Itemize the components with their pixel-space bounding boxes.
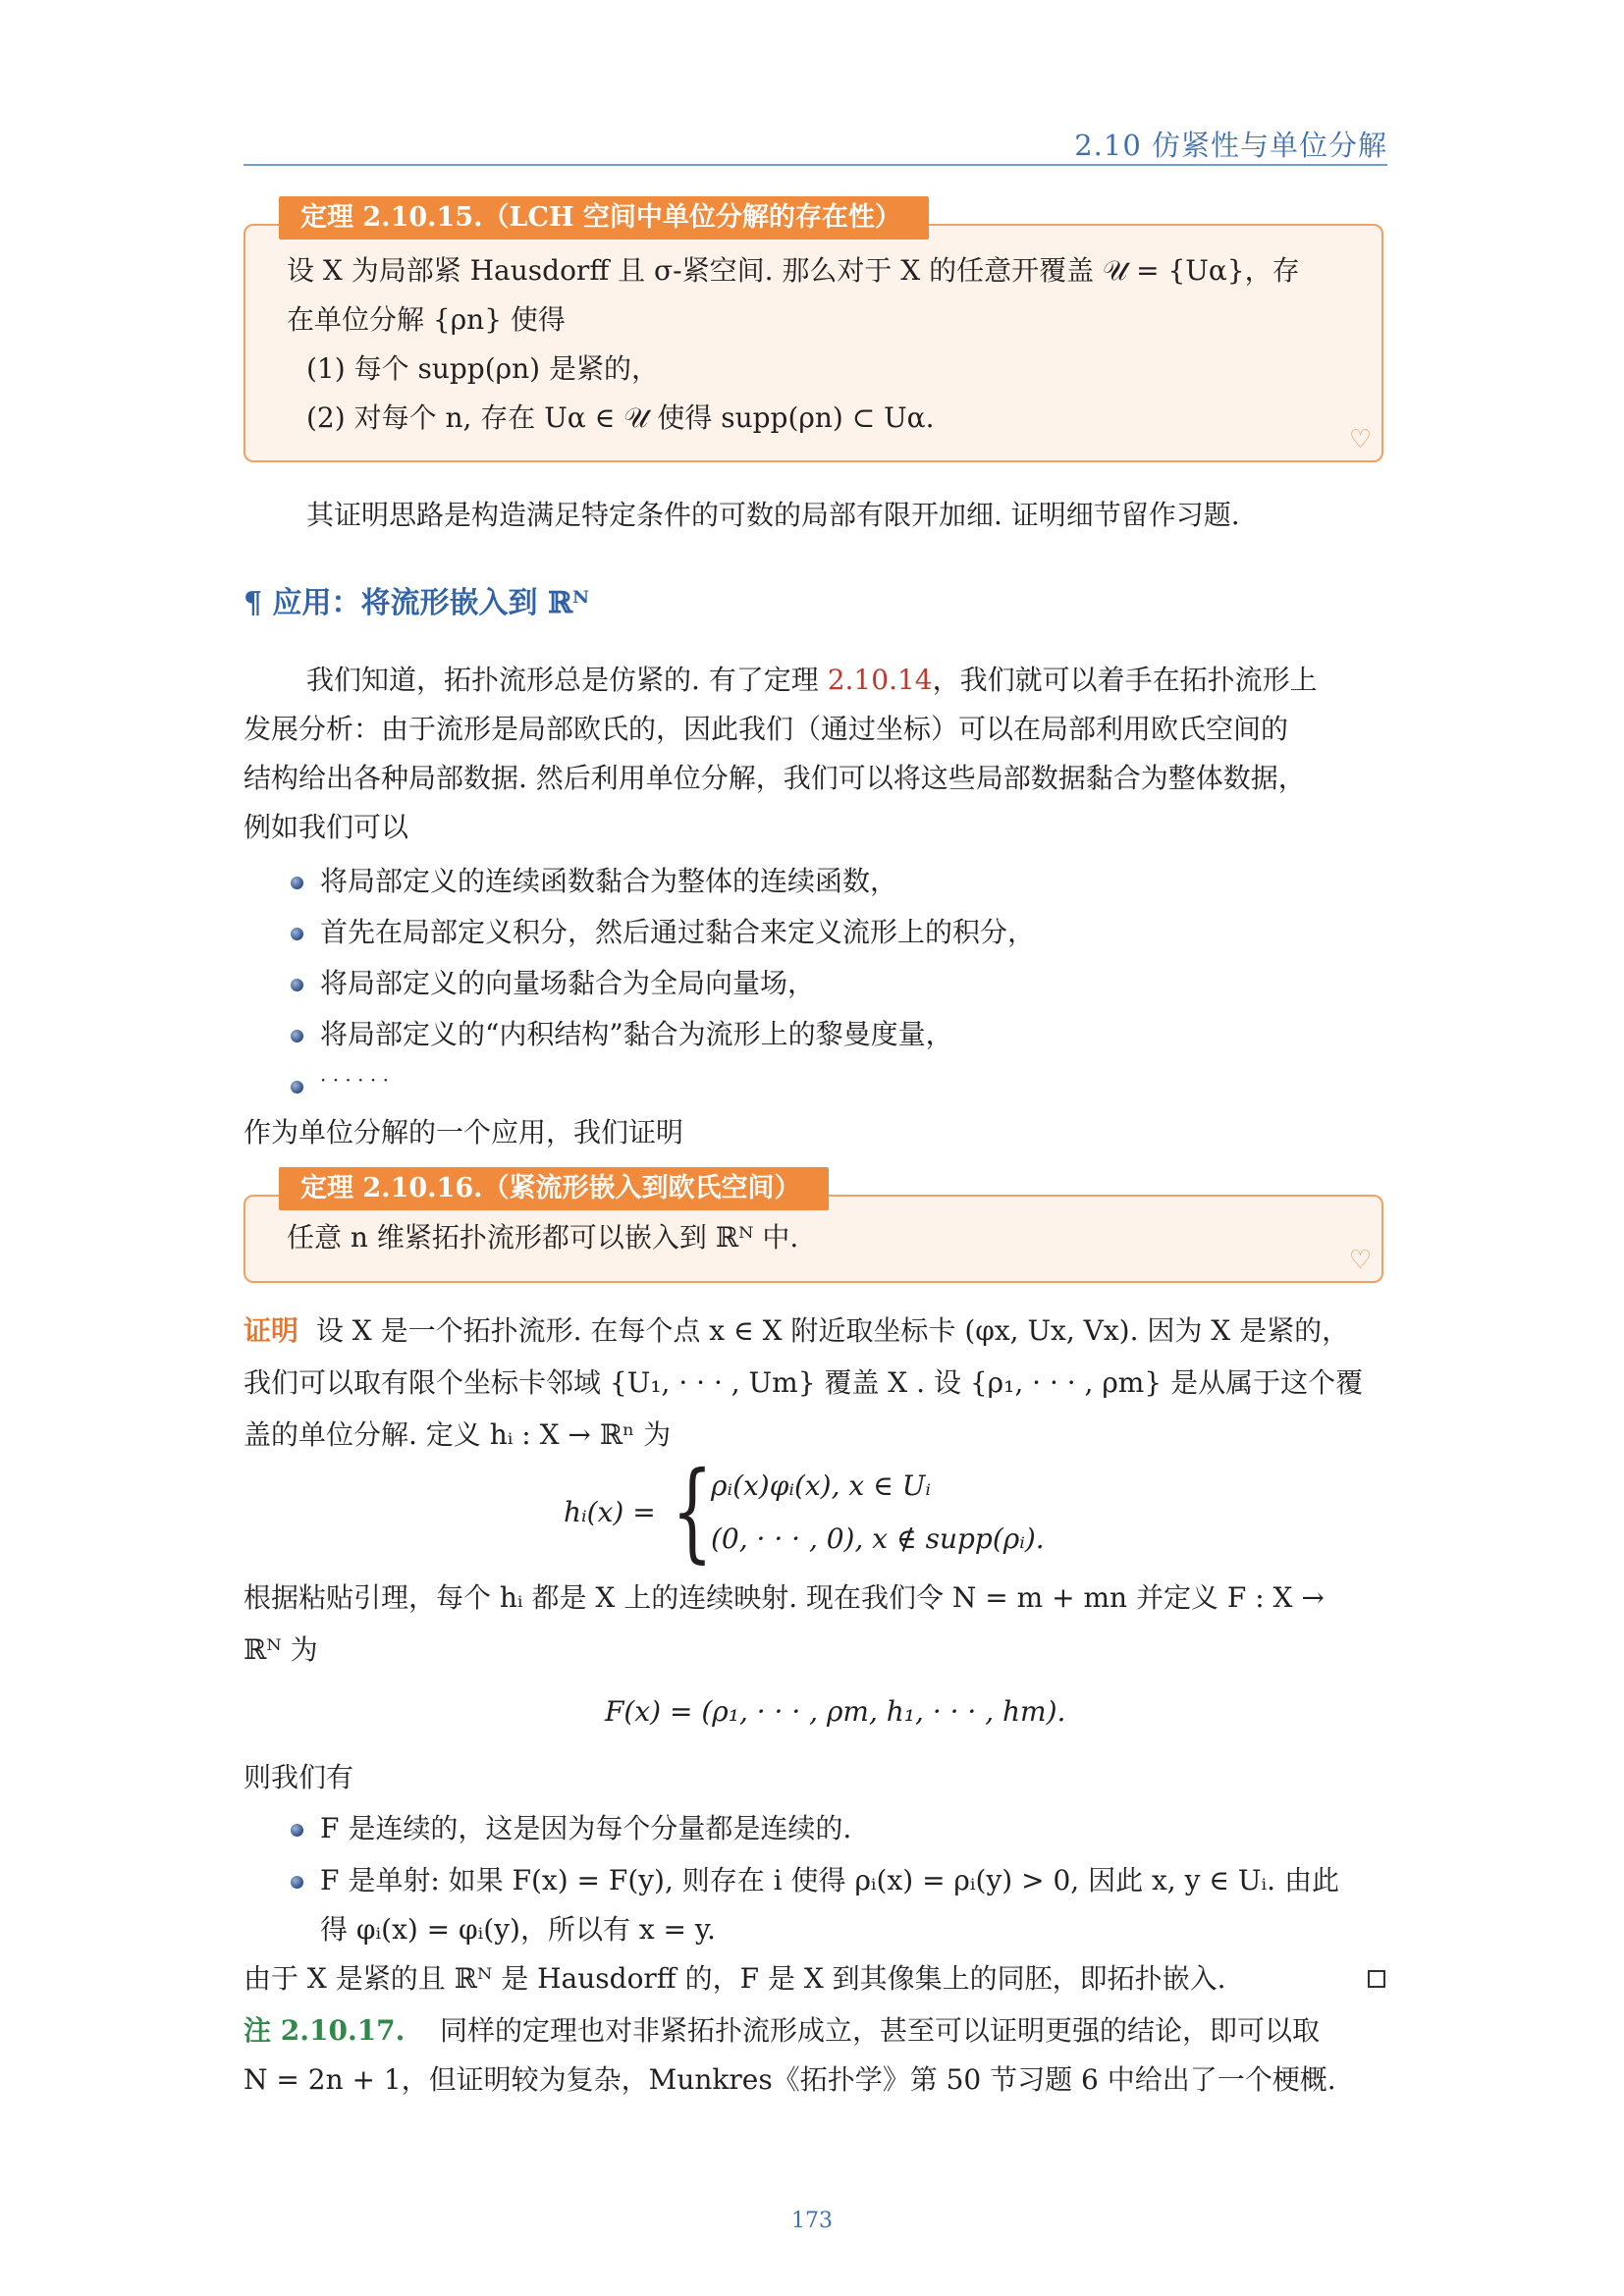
proof-line: 由于 X 是紧的且 ℝᴺ 是 Hausdorff 的，F 是 X 到其像集上的同胚，即拓扑嵌入. [244, 1962, 1226, 1995]
list-item-continuation: 得 φᵢ(x) = φᵢ(y)，所以有 x = y. [320, 1913, 716, 1946]
bullet-icon [291, 1081, 303, 1094]
theorem-item: (2) 对每个 n, 存在 Uα ∈ 𝒰 使得 supp(ρn) ⊂ Uα. [306, 401, 935, 434]
equation: F(x) = (ρ₁, · · · , ρm, h₁, · · · , hm). [605, 1695, 1066, 1728]
theorem-title: 定理 2.10.16.（紧流形嵌入到欧氏空间） [279, 1167, 829, 1210]
heart-icon: ♡ [1348, 1246, 1372, 1275]
running-header: 2.10 仿紧性与单位分解 [1074, 129, 1387, 162]
section-title: 应用：将流形嵌入到 ℝᴺ [272, 586, 590, 620]
bullet-icon [291, 877, 303, 889]
list-item: 将局部定义的向量场黏合为全局向量场， [320, 967, 816, 999]
header-rule [244, 164, 1387, 166]
equation-case: (0, · · · , 0), x ∉ supp(ρᵢ). [711, 1522, 1045, 1555]
theorem-line: 设 X 为局部紧 Hausdorff 且 σ-紧空间. 那么对于 X 的任意开覆盖 𝒰 = {Uα}，存 [287, 254, 1300, 287]
theorem-item: (1) 每个 supp(ρn) 是紧的， [306, 352, 659, 385]
paragraph-line: 例如我们可以 [244, 811, 409, 843]
proof-line: 则我们有 [244, 1761, 354, 1793]
list-item: F 是连续的，这是因为每个分量都是连续的. [320, 1812, 852, 1844]
list-item: 将局部定义的“内积结构”黏合为流形上的黎曼度量， [320, 1018, 953, 1050]
proof-label: 证明 [244, 1314, 299, 1347]
text: 设 X 是一个拓扑流形. 在每个点 x ∈ X 附近取坐标卡 (φx, Ux, Vx). 因为 X 是紧的， [315, 1314, 1350, 1347]
section-heading [244, 584, 589, 623]
list-item: 首先在局部定义积分，然后通过黏合来定义流形上的积分， [320, 916, 1036, 948]
pilcrow-icon: ¶ [244, 586, 263, 620]
heart-icon: ♡ [1348, 425, 1372, 454]
proof-line: ℝᴺ 为 [244, 1633, 318, 1666]
note-line [244, 2011, 1320, 2051]
theorem-2-10-15-box [244, 202, 1383, 462]
list-item: · · · · · · [320, 1068, 389, 1092]
remark-text: 其证明思路是构造满足特定条件的可数的局部有限开加细. 证明细节留作习题. [306, 499, 1240, 531]
text: 我们知道，拓扑流形总是仿紧的. 有了定理 [306, 664, 828, 696]
equation-case: ρᵢ(x)φᵢ(x), x ∈ Uᵢ [711, 1469, 931, 1502]
paragraph-line: 作为单位分解的一个应用，我们证明 [244, 1116, 684, 1148]
proof-line: 我们可以取有限个坐标卡邻域 {U₁, · · · , Um} 覆盖 X . 设 {ρ₁, · · · , ρm} 是从属于这个覆 [244, 1366, 1364, 1399]
paragraph-line [306, 661, 1318, 700]
theorem-2-10-16-box [244, 1173, 1383, 1283]
bullet-icon [291, 1876, 303, 1889]
note-label: 注 2.10.17. [244, 2014, 406, 2047]
equation-lhs: hᵢ(x) = [564, 1496, 656, 1528]
theorem-title: 定理 2.10.15.（LCH 空间中单位分解的存在性） [279, 196, 929, 240]
list-item: 将局部定义的连续函数黏合为整体的连续函数， [320, 865, 898, 897]
theorem-line: 在单位分解 {ρn} 使得 [287, 303, 566, 336]
page-number: 173 [791, 2209, 833, 2233]
theorem-line: 任意 n 维紧拓扑流形都可以嵌入到 ℝᴺ 中. [287, 1221, 799, 1254]
proof-line: 盖的单位分解. 定义 hᵢ : X → ℝⁿ 为 [244, 1418, 672, 1451]
proof-line: 根据粘贴引理，每个 hᵢ 都是 X 上的连续映射. 现在我们令 N = m + mn 并定义 F : X → [244, 1581, 1325, 1614]
bullet-icon [291, 1824, 303, 1837]
text: 同样的定理也对非紧拓扑流形成立，甚至可以证明更强的结论，即可以取 [440, 2014, 1321, 2047]
bullet-icon [291, 1030, 303, 1042]
bullet-icon [291, 928, 303, 940]
text: ，我们就可以着手在拓扑流形上 [932, 664, 1318, 696]
bullet-icon [291, 979, 303, 991]
paragraph-line: 结构给出各种局部数据. 然后利用单位分解，我们可以将这些局部数据黏合为整体数据， [244, 762, 1306, 794]
proof-line [244, 1311, 1349, 1351]
theorem-ref-link[interactable]: 2.10.14 [827, 664, 933, 696]
list-item: F 是单射: 如果 F(x) = F(y), 则存在 i 使得 ρᵢ(x) = ρᵢ(y) > 0, 因此 x, y ∈ Uᵢ. 由此 [320, 1864, 1339, 1896]
paragraph-line: 发展分析：由于流形是局部欧氏的，因此我们（通过坐标）可以在局部利用欧氏空间的 [244, 713, 1289, 745]
left-brace: { [672, 1448, 713, 1574]
qed-icon [1368, 1970, 1385, 1988]
note-line: N = 2n + 1，但证明较为复杂，Munkres《拓扑学》第 50 节习题 6 中给出了一个梗概. [244, 2063, 1336, 2096]
